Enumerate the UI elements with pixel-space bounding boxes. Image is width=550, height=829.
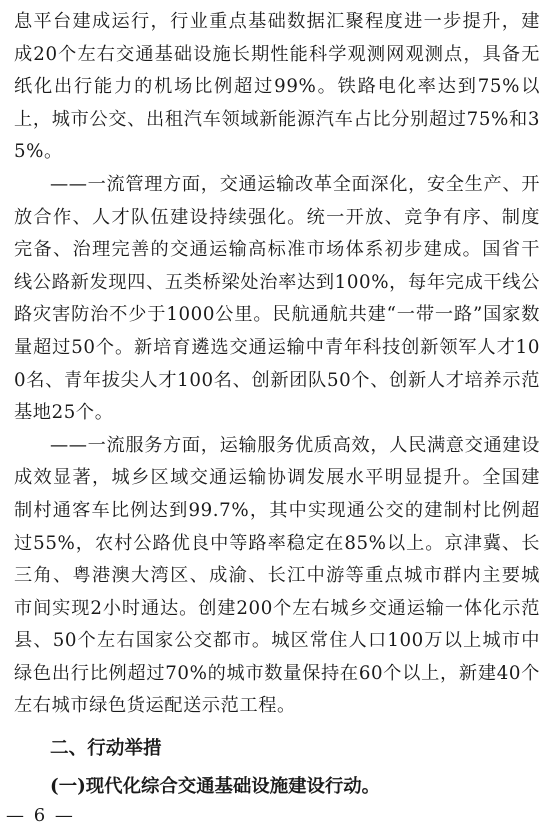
body-paragraph: ——一流服务方面，运输服务优质高效，人民满意交通建设成效显著，城乡区域交通运输协调发展水平明显提升。全国建制村通客车比例达到99.7%，其中实现通公交的建制村比例超过55%，农村公路优良中等路率稳定在85%以上。京津冀、长三角、粤港澳大湾区、成渝、长江中游等重点城市群内主要城市间实现2小时通达。创建200个左右城乡交通运输一体化示范县、50个左右国家公交都市。城区常住人口100万以上城市中绿色出行比例超过70%的城市数量保持在60个以上，新建40个左右城市绿色货运配送示范工程。 — [14, 434, 540, 717]
body-paragraph: 息平台建成运行，行业重点基础数据汇聚程度进一步提升，建成20个左右交通基础设施长期性能科学观测网观测点，具备无纸化出行能力的机场比例超过99%。铁路电化率达到75%以上，城市公交、出租汽车领域新能源汽车占比分别超过75%和35%。 — [14, 11, 540, 163]
section-heading: 二、行动举措 — [50, 738, 162, 760]
subsection-heading: (一)现代化综合交通基础设施建设行动。 — [50, 776, 381, 798]
page-number: — 6 — — [6, 805, 75, 826]
body-paragraph: ——一流管理方面，交通运输改革全面深化，安全生产、开放合作、人才队伍建设持续强化。统一开放、竞争有序、制度完备、治理完善的交通运输高标准市场体系初步建成。国省干线公路新发现四、五类桥梁处治率达到100%，每年完成干线公路灾害防治不少于1000公里。民航通航共建“一带一路”国家数量超过50个。新培育遴选交通运输中青年科技创新领军人才100名、青年拔尖人才100名、创新团队50个、创新人才培养示范基地25个。 — [14, 173, 540, 424]
